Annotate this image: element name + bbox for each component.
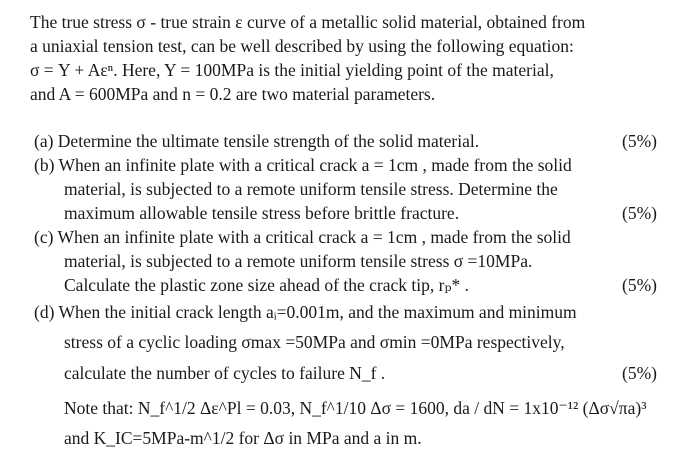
part-c-line-1: (c) When an infinite plate with a critical crack a = 1cm , made from the solid: [34, 227, 571, 247]
part-a-points: (5%): [622, 131, 657, 151]
intro-line-4: and A = 600MPa and n = 0.2 are two material parameters.: [30, 84, 436, 104]
part-d-line-2: stress of a cyclic loading σmax =50MPa and σmin =0MPa respectively,: [64, 332, 565, 352]
part-b-points: (5%): [622, 203, 657, 223]
part-b-line-1: (b) When an infinite plate with a critical crack a = 1cm , made from the solid: [34, 155, 572, 175]
intro-line-2: a uniaxial tension test, can be well described by using the following equation:: [30, 36, 574, 56]
note-line-2: and K_IC=5MPa-m^1/2 for Δσ in MPa and a in m.: [64, 428, 422, 448]
part-b-line-3: maximum allowable tensile stress before brittle fracture.: [64, 203, 460, 223]
intro-line-3: σ = Y + Aεⁿ. Here, Y = 100MPa is the initial yielding point of the material,: [30, 60, 554, 80]
part-d-line-1: (d) When the initial crack length aᵢ=0.001m, and the maximum and minimum: [34, 302, 577, 322]
part-a-line-1: (a) Determine the ultimate tensile strength of the solid material.: [34, 131, 480, 151]
note-line-1: Note that: N_f^1/2 Δε^Pl = 0.03, N_f^1/10 Δσ = 1600, da / dN = 1x10⁻¹² (Δσ√πa)³: [64, 398, 647, 418]
part-c-line-2: material, is subjected to a remote uniform tensile stress σ =10MPa.: [64, 251, 533, 271]
part-c-line-3: Calculate the plastic zone size ahead of the crack tip, rₚ* .: [64, 275, 469, 295]
part-d-line-3: calculate the number of cycles to failure N_f .: [64, 363, 386, 383]
intro-line-1: The true stress σ - true strain ε curve of a metallic solid material, obtained from: [30, 12, 586, 32]
part-d-points: (5%): [622, 363, 657, 383]
part-b-line-2: material, is subjected to a remote uniform tensile stress. Determine the: [64, 179, 558, 199]
part-c-points: (5%): [622, 275, 657, 295]
